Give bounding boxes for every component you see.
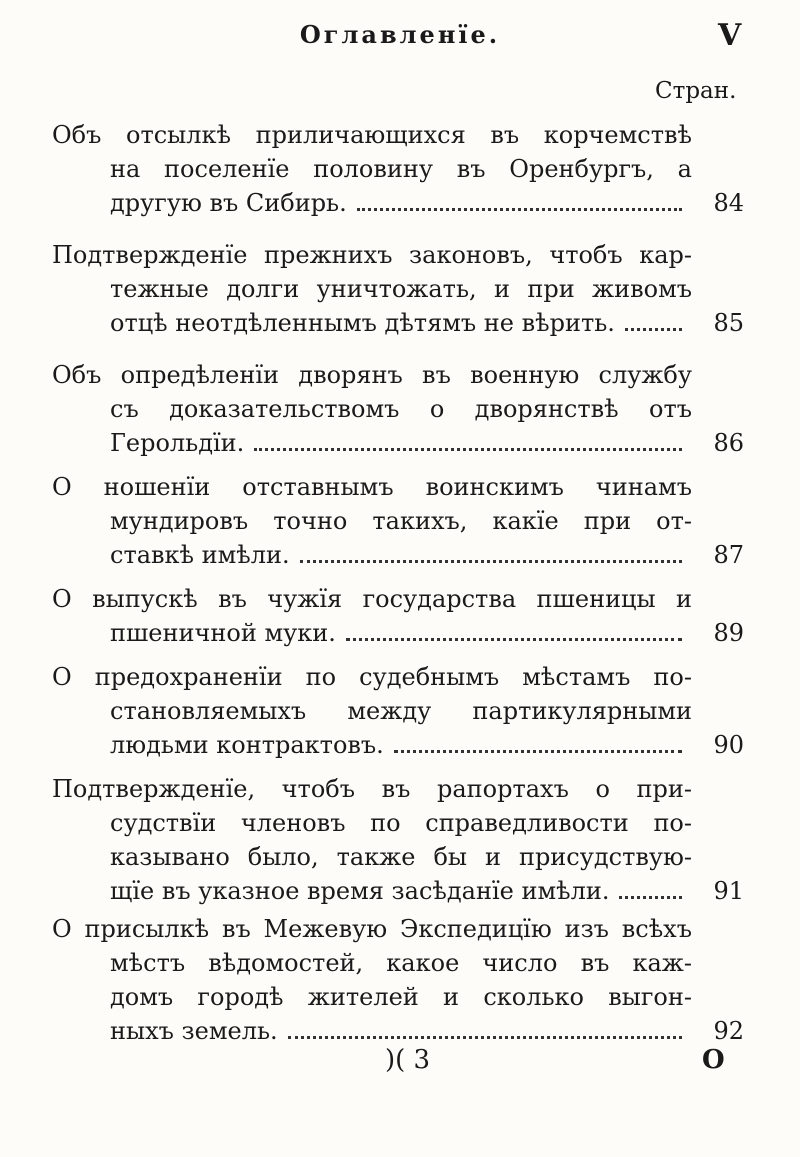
toc-page-number: 92	[713, 1017, 744, 1045]
toc-entry-line: другую въ Сибирь.	[110, 189, 347, 217]
toc-entry-line: казывано было, также бы и присудствую-	[110, 843, 692, 871]
toc-entry-line: становляемыхъ между партикулярными	[110, 697, 692, 725]
toc-entry	[52, 238, 744, 340]
dot-leader	[254, 448, 682, 451]
toc-page-number: 85	[713, 309, 744, 337]
toc-entry	[52, 470, 744, 572]
toc-entry-line: Герольдїи.	[110, 429, 245, 457]
toc-entry	[52, 912, 744, 1048]
dot-leader	[619, 896, 682, 899]
toc-entry-line: домъ городѣ жителей и сколько выгон-	[110, 983, 692, 1011]
dot-leader	[288, 1036, 682, 1039]
toc-entry-line: людьми контрактовъ.	[110, 731, 384, 759]
toc-entry	[52, 660, 744, 762]
toc-page-number: 90	[713, 731, 744, 759]
dot-leader	[300, 560, 682, 563]
toc-entry-line: Объ отсылкѣ приличающихся въ корчемствѣ	[52, 121, 692, 149]
catchword: О	[702, 1045, 725, 1075]
toc-entry-line: ныхъ земель.	[110, 1017, 278, 1045]
toc-entry	[52, 772, 744, 908]
dot-leader	[357, 208, 682, 211]
toc-entry	[52, 118, 744, 220]
dot-leader	[346, 638, 682, 641]
toc-entry-line: мундировъ точно такихъ, какїе при от-	[110, 507, 692, 535]
toc-entry-line: судствїи членовъ по справедливости по-	[110, 809, 692, 837]
toc-page-number: 89	[713, 619, 744, 647]
toc-entry-line: пшеничной муки.	[110, 619, 336, 647]
toc-entry-line: щїе въ указное время засѣданїе имѣли.	[110, 877, 610, 905]
toc-entry-line: ставкѣ имѣли.	[110, 541, 290, 569]
toc-entry-line: Подтвержденїе прежнихъ законовъ, чтобъ кар-	[52, 241, 692, 269]
toc-entry-line: мѣстъ вѣдомостей, какое число въ каж-	[110, 949, 692, 977]
signature-mark: )( 3	[385, 1045, 431, 1075]
toc-page-number: 91	[713, 877, 744, 905]
toc-entry-line: съ доказательствомъ о дворянствѣ отъ	[110, 395, 692, 423]
page-numeral: V	[718, 18, 742, 53]
dot-leader	[625, 328, 682, 331]
toc-entry-line: Подтвержденїе, чтобъ въ рапортахъ о при-	[52, 775, 692, 803]
toc-entry-line: О ношенїи отставнымъ воинскимъ чинамъ	[52, 473, 692, 501]
page-title: Оглавленїе.	[299, 20, 501, 49]
toc-entry	[52, 358, 744, 460]
page-column-label: Стран.	[655, 78, 737, 104]
toc-entry-line: О выпускѣ въ чужїя государства пшеницы и	[52, 585, 692, 613]
toc-entry-line: О предохраненїи по судебнымъ мѣстамъ по-	[52, 663, 692, 691]
dot-leader	[394, 750, 682, 753]
toc-entry	[52, 582, 744, 650]
toc-entry-line: на поселенїе половину въ Оренбургъ, а	[110, 155, 692, 183]
toc-page-number: 84	[713, 189, 744, 217]
toc-page-number: 86	[713, 429, 744, 457]
toc-entry-line: отцѣ неотдѣленнымъ дѣтямъ не вѣрить.	[110, 309, 615, 337]
toc-page-number: 87	[713, 541, 744, 569]
toc-entry-line: О присылкѣ въ Межевую Экспедицїю изъ всѣхъ	[52, 915, 692, 943]
toc-entry-line: тежные долги уничтожать, и при живомъ	[110, 275, 692, 303]
toc-entry-line: Объ опредѣленїи дворянъ въ военную службу	[52, 361, 692, 389]
